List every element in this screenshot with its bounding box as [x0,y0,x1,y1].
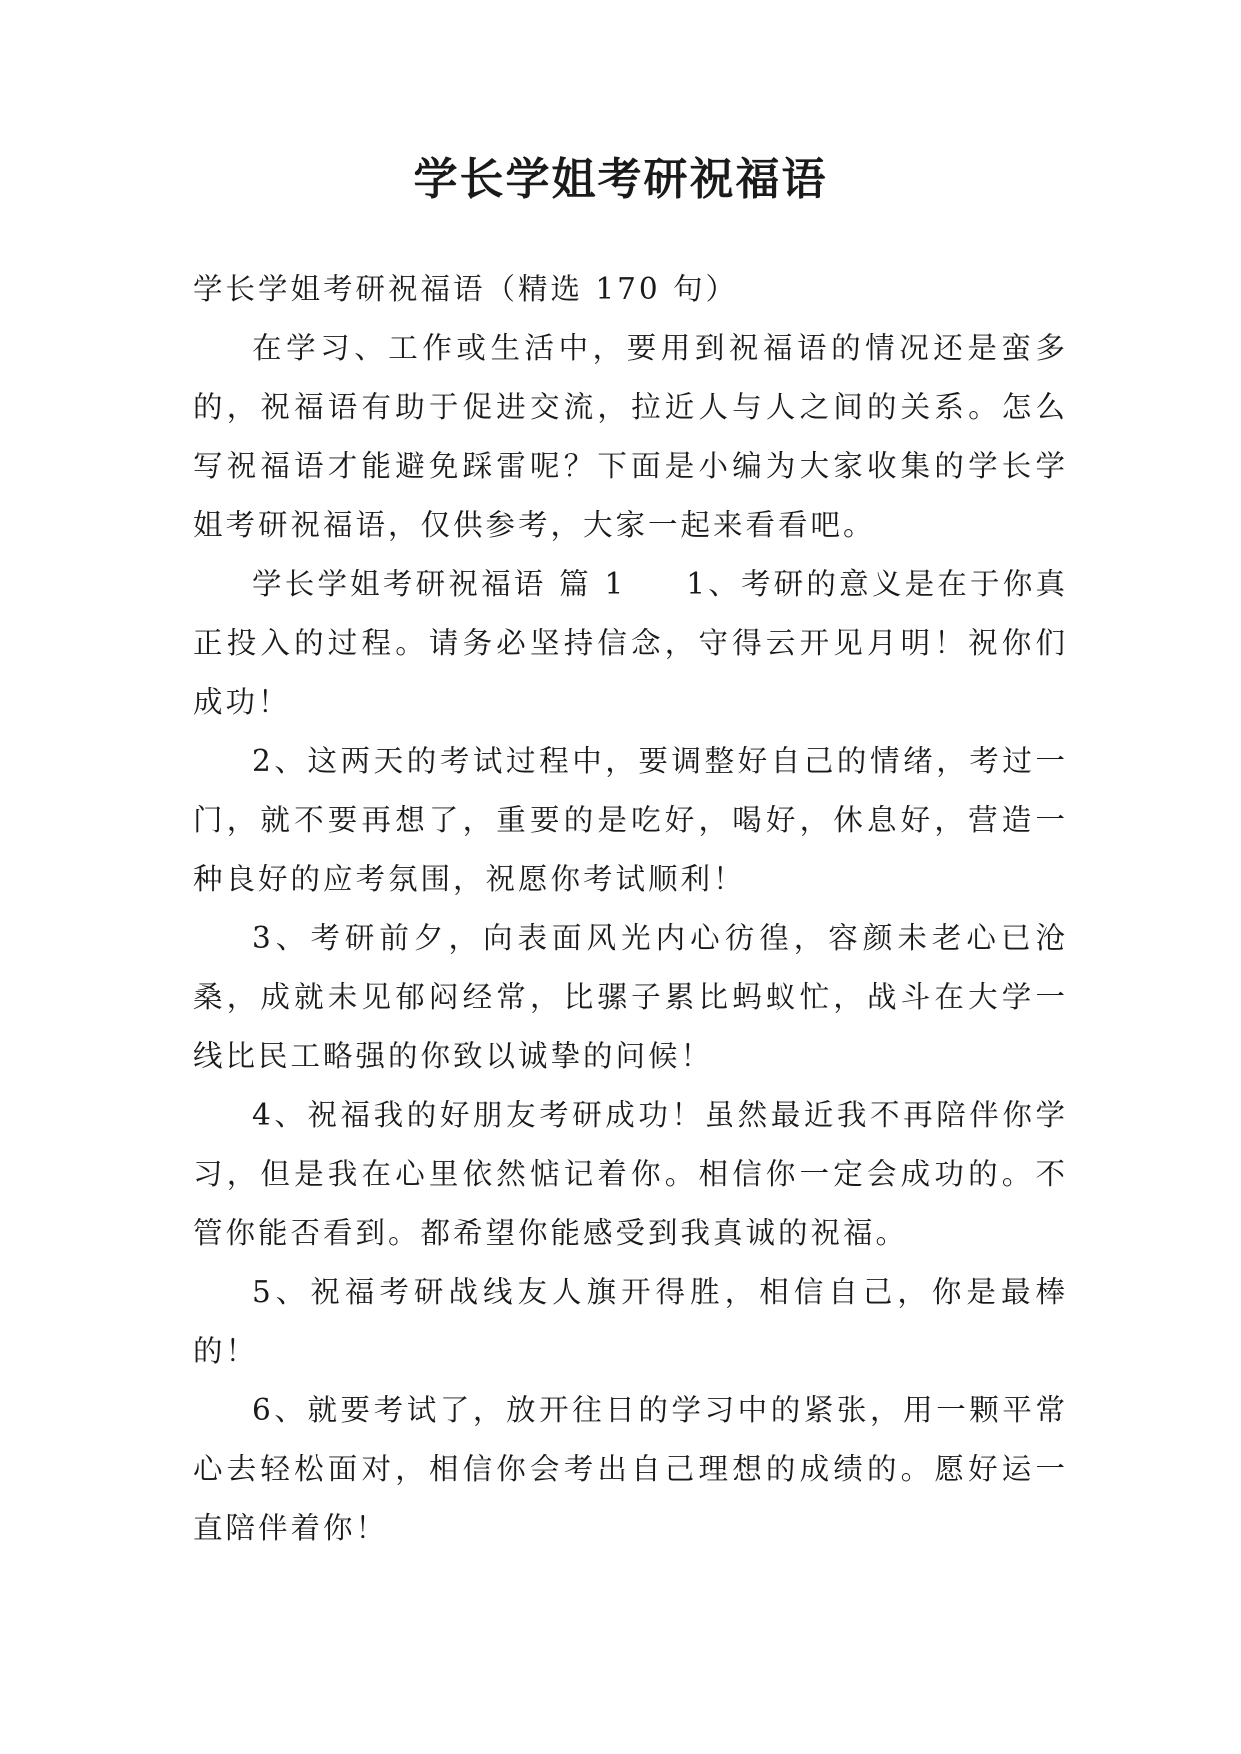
blessing-item-4: 4、祝福我的好朋友考研成功！虽然最近我不再陪伴你学习，但是我在心里依然惦记着你。相信你一定会成功的。不管你能否看到。都希望你能感受到我真诚的祝福。 [193,1098,1068,1250]
blessing-item-6: 6、就要考试了，放开往日的学习中的紧张，用一颗平常心去轻松面对，相信你会考出自己理想的成绩的。愿好运一直陪伴着你！ [193,1393,1068,1545]
blessing-item-3: 3、考研前夕，向表面风光内心彷徨，容颜未老心已沧桑，成就未见郁闷经常，比骡子累比蚂蚁忙，战斗在大学一线比民工略强的你致以诚挚的问候！ [193,921,1068,1073]
blessing-item-1: 1、考研的意义是在于你真正投入的过程。请务必坚持信念，守得云开见月明！祝你们成功！ [193,567,1068,719]
section-paragraph [193,555,1068,732]
section-heading: 学长学姐考研祝福语 篇 1 [252,567,627,601]
document-title: 学长学姐考研祝福语 [413,154,828,205]
blessing-item-2: 2、这两天的考试过程中，要调整好自己的情绪，考过一门，就不要再想了，重要的是吃好，喝好，休息好，营造一种良好的应考氛围，祝愿你考试顺利！ [193,744,1068,896]
document-subtitle: 学长学姐考研祝福语（精选 170 句） [193,272,739,306]
intro-paragraph: 在学习、工作或生活中，要用到祝福语的情况还是蛮多的，祝福语有助于促进交流，拉近人与人之间的关系。怎么写祝福语才能避免踩雷呢？下面是小编为大家收集的学长学姐考研祝福语，仅供参考，大家一起来看看吧。 [193,331,1068,542]
blessing-item-5: 5、祝福考研战线友人旗开得胜，相信自己，你是最棒的！ [193,1275,1068,1368]
document-body [193,260,1068,1558]
